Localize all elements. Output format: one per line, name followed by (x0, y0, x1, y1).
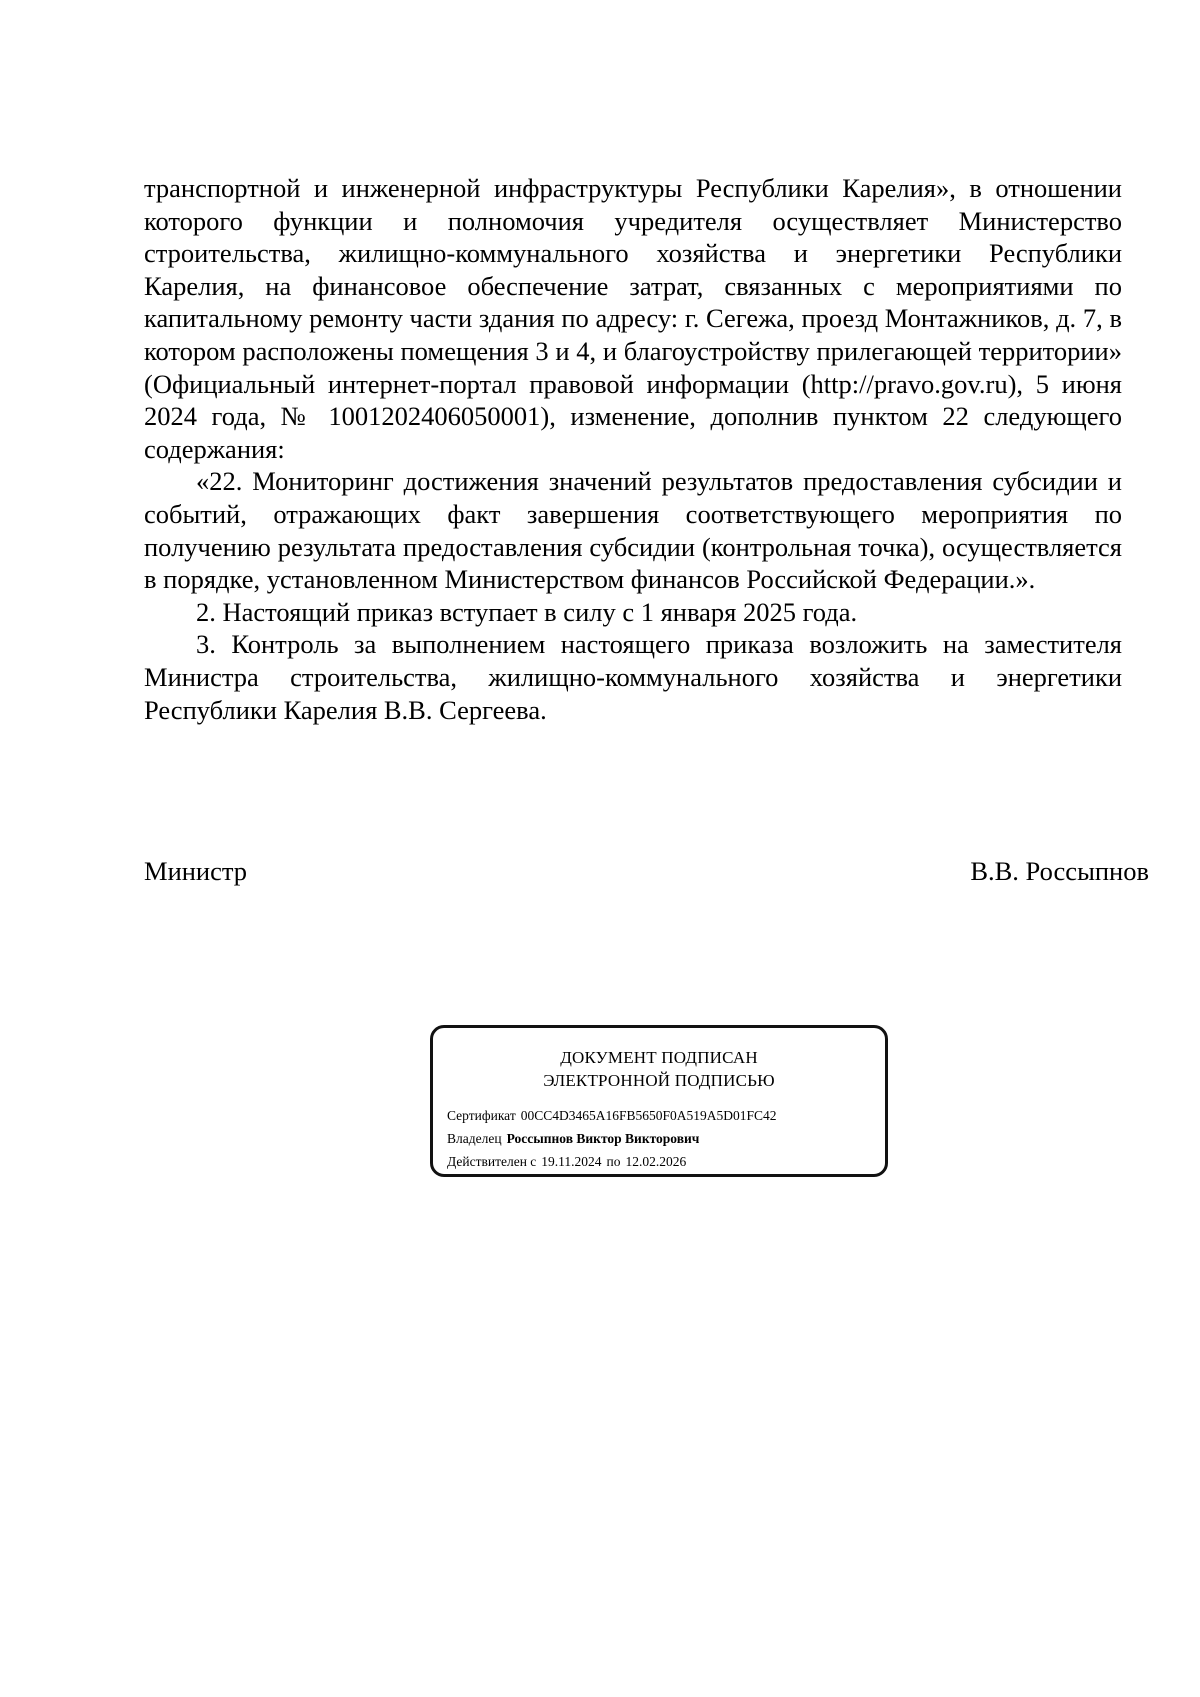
owner-value: Россыпнов Виктор Викторович (506, 1131, 700, 1146)
stamp-title-line-2: ЭЛЕКТРОННОЙ ПОДПИСЬЮ (543, 1071, 775, 1090)
paragraph-item-22: «22. Мониторинг достижения значений результатов предоставления субсидии и событий, отражающих факт завершения соответствующего мероприятия по получению результата предоставления субсидии (контрольная точка), осуществляется в порядке, установленном Министерством финансов Российской Федерации.». (144, 466, 1122, 595)
certificate-label: Сертификат (447, 1108, 516, 1123)
document-body (144, 172, 1122, 726)
signatory-name: В.В. Россыпнов (970, 856, 1149, 886)
valid-from: 19.11.2024 (541, 1154, 602, 1169)
stamp-title-line-1: ДОКУМЕНТ ПОДПИСАН (560, 1048, 758, 1067)
valid-to-label: по (606, 1154, 621, 1169)
stamp-title (433, 1046, 885, 1092)
paragraph-amendment-context: транспортной и инженерной инфраструктуры Республики Карелия», в отношении которого функции и полномочия учредителя осуществляет Министерство строительства, жилищно-коммунального хозяйства и энергетики Республики Карелия, на финансовое обеспечение затрат, связанных с мероприятиями по капитальному ремонту части здания по адресу: г. Сегежа, проезд Монтажников, д. 7, в котором расположены помещения 3 и 4, и благоустройству прилегающей территории» (Официальный интернет-портал правовой информации (http://pravo.gov.ru), 5 июня 2024 года, № 1001202406050001), изменение, дополнив пунктом 22 следующего содержания: (144, 173, 1122, 464)
stamp-certificate-row (447, 1104, 777, 1127)
stamp-validity-row (447, 1150, 777, 1173)
signatory-position: Министр (144, 856, 248, 886)
owner-label: Владелец (447, 1131, 502, 1146)
paragraph-control: 3. Контроль за выполнением настоящего приказа возложить на заместителя Министра строительства, жилищно-коммунального хозяйства и энергетики Республики Карелия В.В. Сергеева. (144, 629, 1122, 725)
stamp-owner-row (447, 1127, 777, 1150)
valid-label: Действителен с (447, 1154, 537, 1169)
paragraph-effective-date: 2. Настоящий приказ вступает в силу с 1 января 2025 года. (196, 596, 858, 627)
signature-block (144, 855, 1149, 887)
certificate-value: 00CC4D3465A16FB5650F0A519A5D01FC42 (520, 1108, 777, 1123)
valid-to: 12.02.2026 (625, 1154, 687, 1169)
electronic-signature-stamp (430, 1025, 888, 1177)
stamp-details (447, 1104, 777, 1173)
